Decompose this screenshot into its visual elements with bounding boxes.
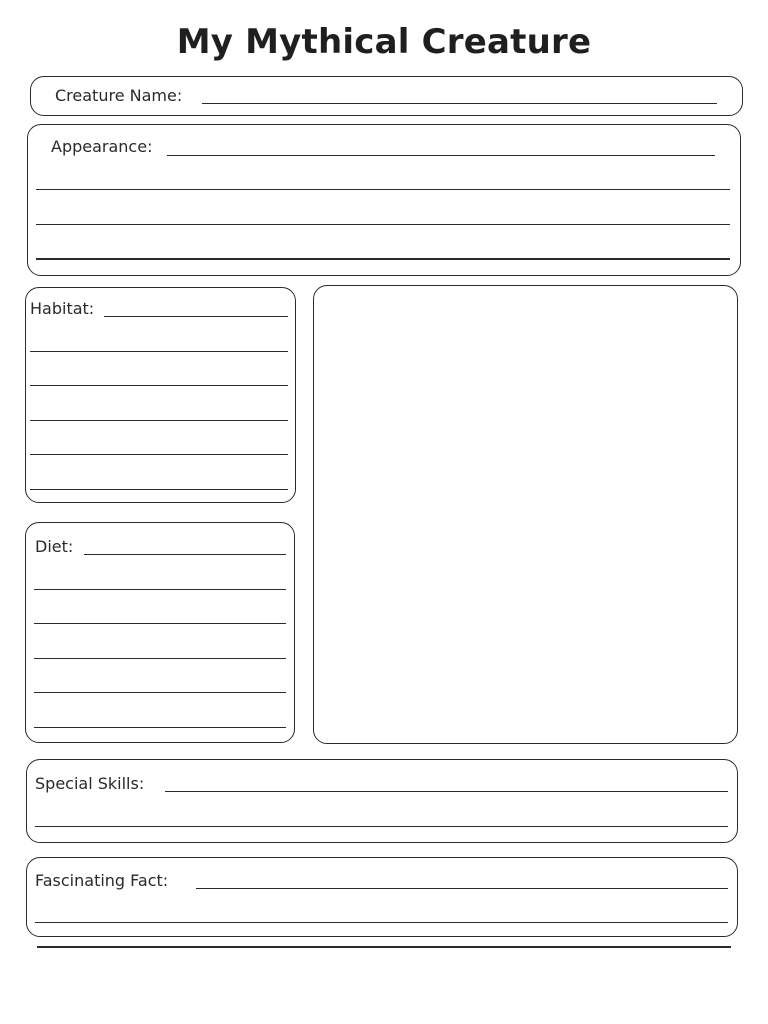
creature-name-writing-line[interactable] xyxy=(202,103,717,104)
appearance-writing-line[interactable] xyxy=(36,258,730,260)
fascinating-fact-label: Fascinating Fact: xyxy=(35,871,169,890)
fascinating-fact-writing-line[interactable] xyxy=(196,888,728,889)
habitat-section xyxy=(25,287,296,503)
bottom-writing-line[interactable] xyxy=(37,946,731,948)
habitat-label: Habitat: xyxy=(30,299,95,318)
special-skills-writing-line[interactable] xyxy=(165,791,728,792)
creature-name-label: Creature Name: xyxy=(55,86,183,105)
appearance-writing-line[interactable] xyxy=(36,189,730,190)
appearance-writing-line[interactable] xyxy=(36,224,730,225)
special-skills-section xyxy=(26,759,738,843)
diet-label: Diet: xyxy=(35,537,74,556)
habitat-writing-line[interactable] xyxy=(30,454,288,455)
diet-writing-line[interactable] xyxy=(34,692,286,693)
habitat-writing-line[interactable] xyxy=(30,385,288,386)
fascinating-fact-writing-line[interactable] xyxy=(35,922,728,923)
appearance-writing-line[interactable] xyxy=(167,155,715,156)
fascinating-fact-section xyxy=(26,857,738,937)
page-title: My Mythical Creature xyxy=(176,22,592,62)
habitat-writing-line[interactable] xyxy=(30,489,288,490)
diet-writing-line[interactable] xyxy=(34,589,286,590)
special-skills-writing-line[interactable] xyxy=(35,826,728,827)
diet-writing-line[interactable] xyxy=(34,727,286,728)
diet-writing-line[interactable] xyxy=(84,554,286,555)
special-skills-label: Special Skills: xyxy=(35,774,145,793)
appearance-label: Appearance: xyxy=(51,137,153,156)
habitat-writing-line[interactable] xyxy=(30,420,288,421)
diet-writing-line[interactable] xyxy=(34,658,286,659)
habitat-writing-line[interactable] xyxy=(30,351,288,352)
drawing-area[interactable] xyxy=(313,285,738,744)
diet-writing-line[interactable] xyxy=(34,623,286,624)
habitat-writing-line[interactable] xyxy=(104,316,288,317)
